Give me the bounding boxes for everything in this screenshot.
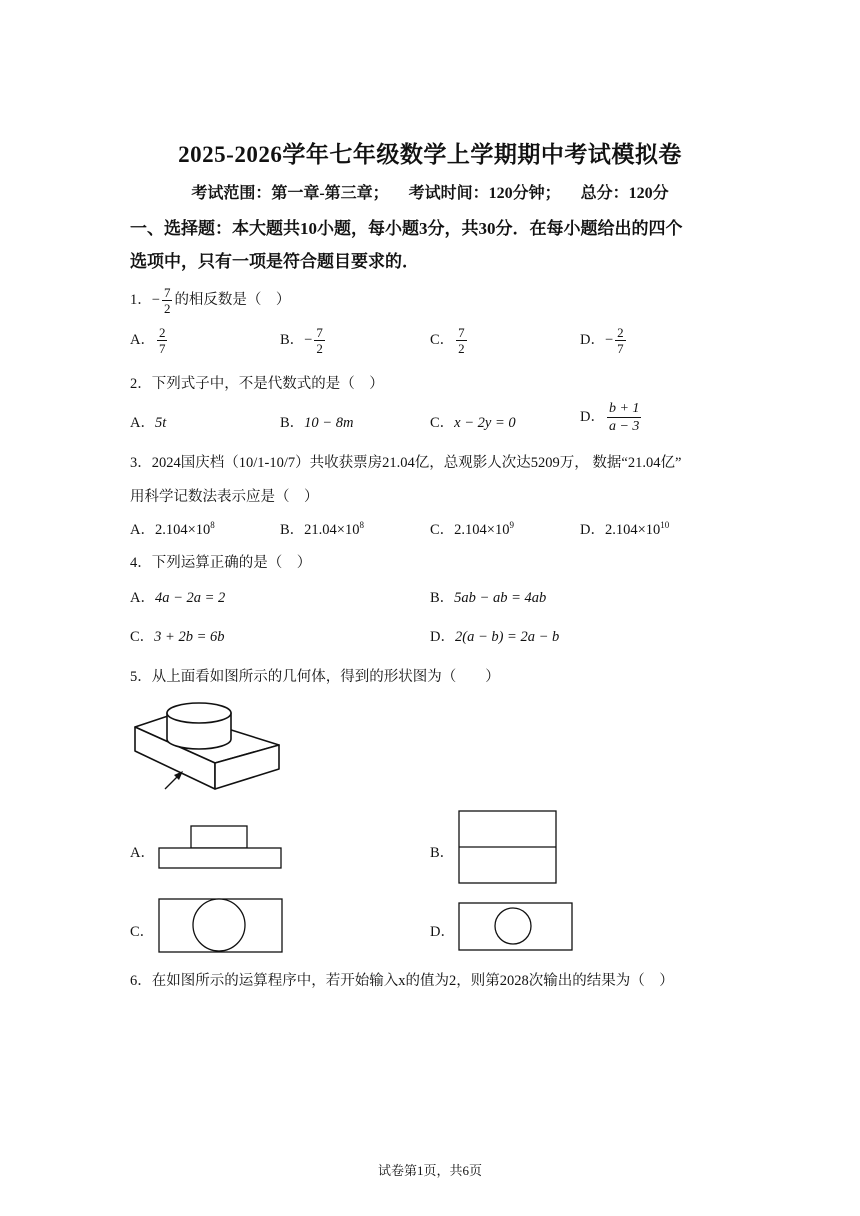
exam-title: 2025-2026学年七年级数学上学期期中考试模拟卷 — [178, 142, 682, 167]
question-3-line2: 用科学记数法表示应是（ ） — [130, 489, 319, 505]
q5-solid-figure — [125, 695, 285, 795]
page-footer: 试卷第1页，共6页 — [377, 1163, 482, 1178]
q5-option-b-label[interactable]: B． — [430, 845, 455, 861]
exam-score: 总分：120分 — [580, 185, 669, 202]
q4-option-c[interactable]: C．3 + 2b = 6b — [130, 629, 225, 645]
q5-option-c-figure[interactable] — [158, 898, 284, 954]
section-heading-line2: 选项中，只有一项是符合题目要求的． — [130, 252, 419, 271]
question-6: 6．在如图所示的运算程序中，若开始输入x的值为2，则第2028次输出的结果为（ ） — [130, 973, 674, 989]
q5-option-d-label[interactable]: D． — [430, 924, 455, 940]
exam-time: 考试时间：120分钟； — [408, 185, 561, 202]
q1-option-b[interactable]: B．− $\frac{7}{2}$ — [280, 325, 323, 356]
section-heading-line1: 一、选择题：本大题共10小题，每小题3分，共30分．在每小题给出的四个 — [130, 219, 683, 238]
q5-option-a-figure[interactable] — [158, 825, 282, 869]
exam-scope: 考试范围：第一章-第三章； — [191, 185, 389, 202]
q1-option-a[interactable]: A． $\frac{2}{7}$ — [130, 325, 166, 356]
question-5: 5．从上面看如图所示的几何体，得到的形状图为（ ） — [130, 669, 500, 685]
q4-option-b[interactable]: B．5ab − ab = 4ab — [430, 590, 547, 606]
question-1-text: 的相反数是（ ） — [174, 291, 291, 308]
q5-option-a-label[interactable]: A． — [130, 845, 155, 861]
question-1 — [130, 285, 290, 316]
q3-option-d[interactable]: D．$2.104\times 10^{10}$ — [580, 520, 670, 538]
q4-option-a[interactable]: A．4a − 2a = 2 — [130, 590, 226, 606]
q2-option-a[interactable]: A．5t — [130, 415, 167, 431]
q1-option-d[interactable]: D．− $\frac{2}{7}$ — [580, 325, 624, 356]
q2-option-d[interactable]: D． $\frac{b + 1}{a - 3}$ — [580, 401, 640, 434]
q2-option-c[interactable]: C．x − 2y = 0 — [430, 415, 516, 431]
q1-option-c[interactable]: C． $\frac{7}{2}$ — [430, 325, 465, 356]
q2-option-b[interactable]: B．10 − 8m — [280, 415, 354, 431]
q3-option-b[interactable]: B．$21.04\times 10^8$ — [280, 520, 364, 538]
q3-option-c[interactable]: C．$2.104\times 10^9$ — [430, 520, 514, 538]
question-1-number: 1． — [130, 291, 152, 308]
q5-option-c-label[interactable]: C． — [130, 924, 155, 940]
q5-option-b-figure[interactable] — [458, 810, 558, 885]
question-3-line1: 3．2024国庆档（10/1-10/7）共收获票房21.04亿，总观影人次达5209万， 数据“21.04亿” — [130, 455, 682, 471]
question-4: 4．下列运算正确的是（ ） — [130, 555, 312, 571]
q3-option-a[interactable]: A．$2.104\times 10^8$ — [130, 520, 215, 538]
question-1-fraction: $\frac{7}{2}$ — [163, 285, 171, 316]
question-2: 2．下列式子中，不是代数式的是（ ） — [130, 376, 384, 392]
q4-option-d[interactable]: D．2(a − b) = 2a − b — [430, 629, 560, 645]
exam-info — [0, 180, 860, 203]
question-1-neg: − — [151, 291, 160, 308]
q5-option-d-figure[interactable] — [458, 902, 574, 952]
